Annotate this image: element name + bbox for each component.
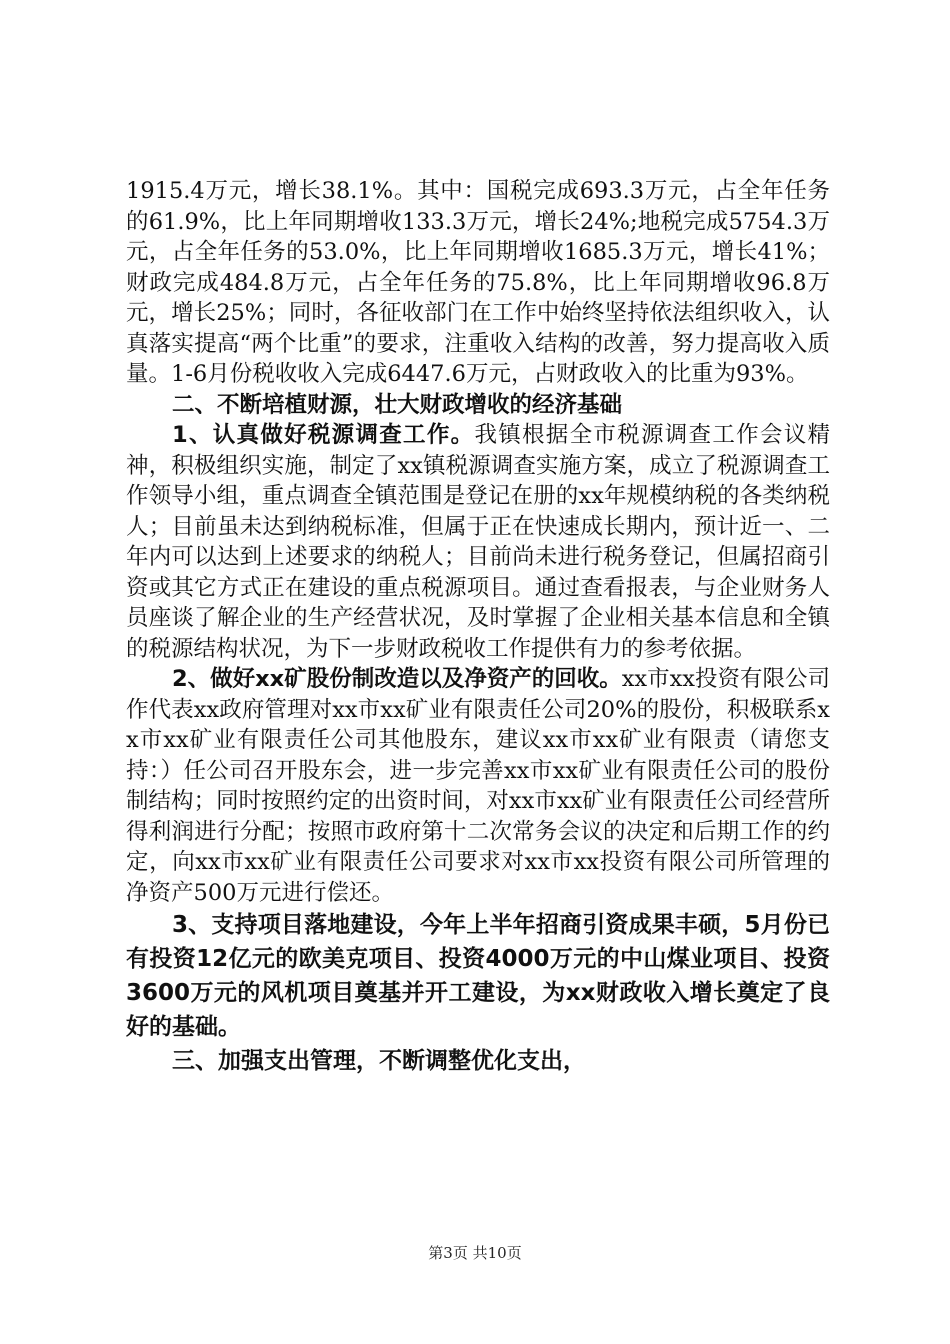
paragraph-text: 3、支持项目落地建设，今年上半年招商引资成果丰硕，5月份已有投资12亿元的欧美克项目、投资4000万元的中山煤业项目、投资3600万元的风机项目奠基并开工建设，为xx财政收入增长奠定了良好的基础。 (126, 912, 830, 1040)
paragraph-text: 1915.4万元，增长38.1%。其中：国税完成693.3万元，占全年任务的61.9%，比上年同期增收133.3万元，增长24%;地税完成5754.3万元，占全年任务的53.0%，比上年同期增收1685.3万元，增长41%；财政完成484.8万元，占全年任务的75.8%，比上年同期增收96.8万元，增长25%；同时，各征收部门在工作中始终坚持依法组织收入，认真落实提高“两个比重”的要求，注重收入结构的改善，努力提高收入质量。1-6月份税收收入完成6447.6万元，占财政收入的比重为93%。 (126, 178, 830, 387)
section-heading-2 (126, 390, 830, 421)
paragraph-revenue-summary (126, 176, 830, 390)
heading-text: 三、加强支出管理，不断调整优化支出， (172, 1048, 586, 1074)
paragraph-lead: 2、做好xx矿股份制改造以及净资产的回收。 (172, 666, 622, 692)
page-number-footer: 第3页 共10页 (428, 1244, 522, 1262)
paragraph-text: xx市xx投资有限公司作代表xx政府管理对xx市xx矿业有限责任公司20%的股份，积极联系xx市xx矿业有限责任公司其他股东，建议xx市xx矿业有限责（请您支持：）任公司召开股东会，进一步完善xx市xx矿业有限责任公司的股份制结构；同时按照约定的出资时间，对xx市xx矿业有限责任公司经营所得利润进行分配；按照市政府第十二次常务会议的决定和后期工作的约定，向xx市xx矿业有限责任公司要求对xx市xx投资有限公司所管理的净资产500万元进行偿还。 (126, 666, 830, 906)
paragraph-text: 我镇根据全市税源调查工作会议精神，积极组织实施，制定了xx镇税源调查实施方案，成立了税源调查工作领导小组，重点调查全镇范围是登记在册的xx年规模纳税的各类纳税人；目前虽未达到纳税标准，但属于正在快速成长期内，预计近一、二年内可以达到上述要求的纳税人；目前尚未进行税务登记，但属招商引资或其它方式正在建设的重点税源项目。通过查看报表，与企业财务人员座谈了解企业的生产经营状况，及时掌握了企业相关基本信息和全镇的税源结构状况，为下一步财政税收工作提供有力的参考依据。 (126, 422, 830, 662)
heading-text: 二、不断培植财源，壮大财政增收的经济基础 (172, 391, 623, 418)
paragraph-mine-reform (126, 664, 830, 908)
section-heading-3 (126, 1044, 830, 1078)
paragraph-tax-source-survey (126, 420, 830, 664)
paragraph-project-support (126, 908, 830, 1044)
paragraph-lead: 1、认真做好税源调查工作。 (172, 422, 475, 448)
document-body (126, 176, 830, 1078)
